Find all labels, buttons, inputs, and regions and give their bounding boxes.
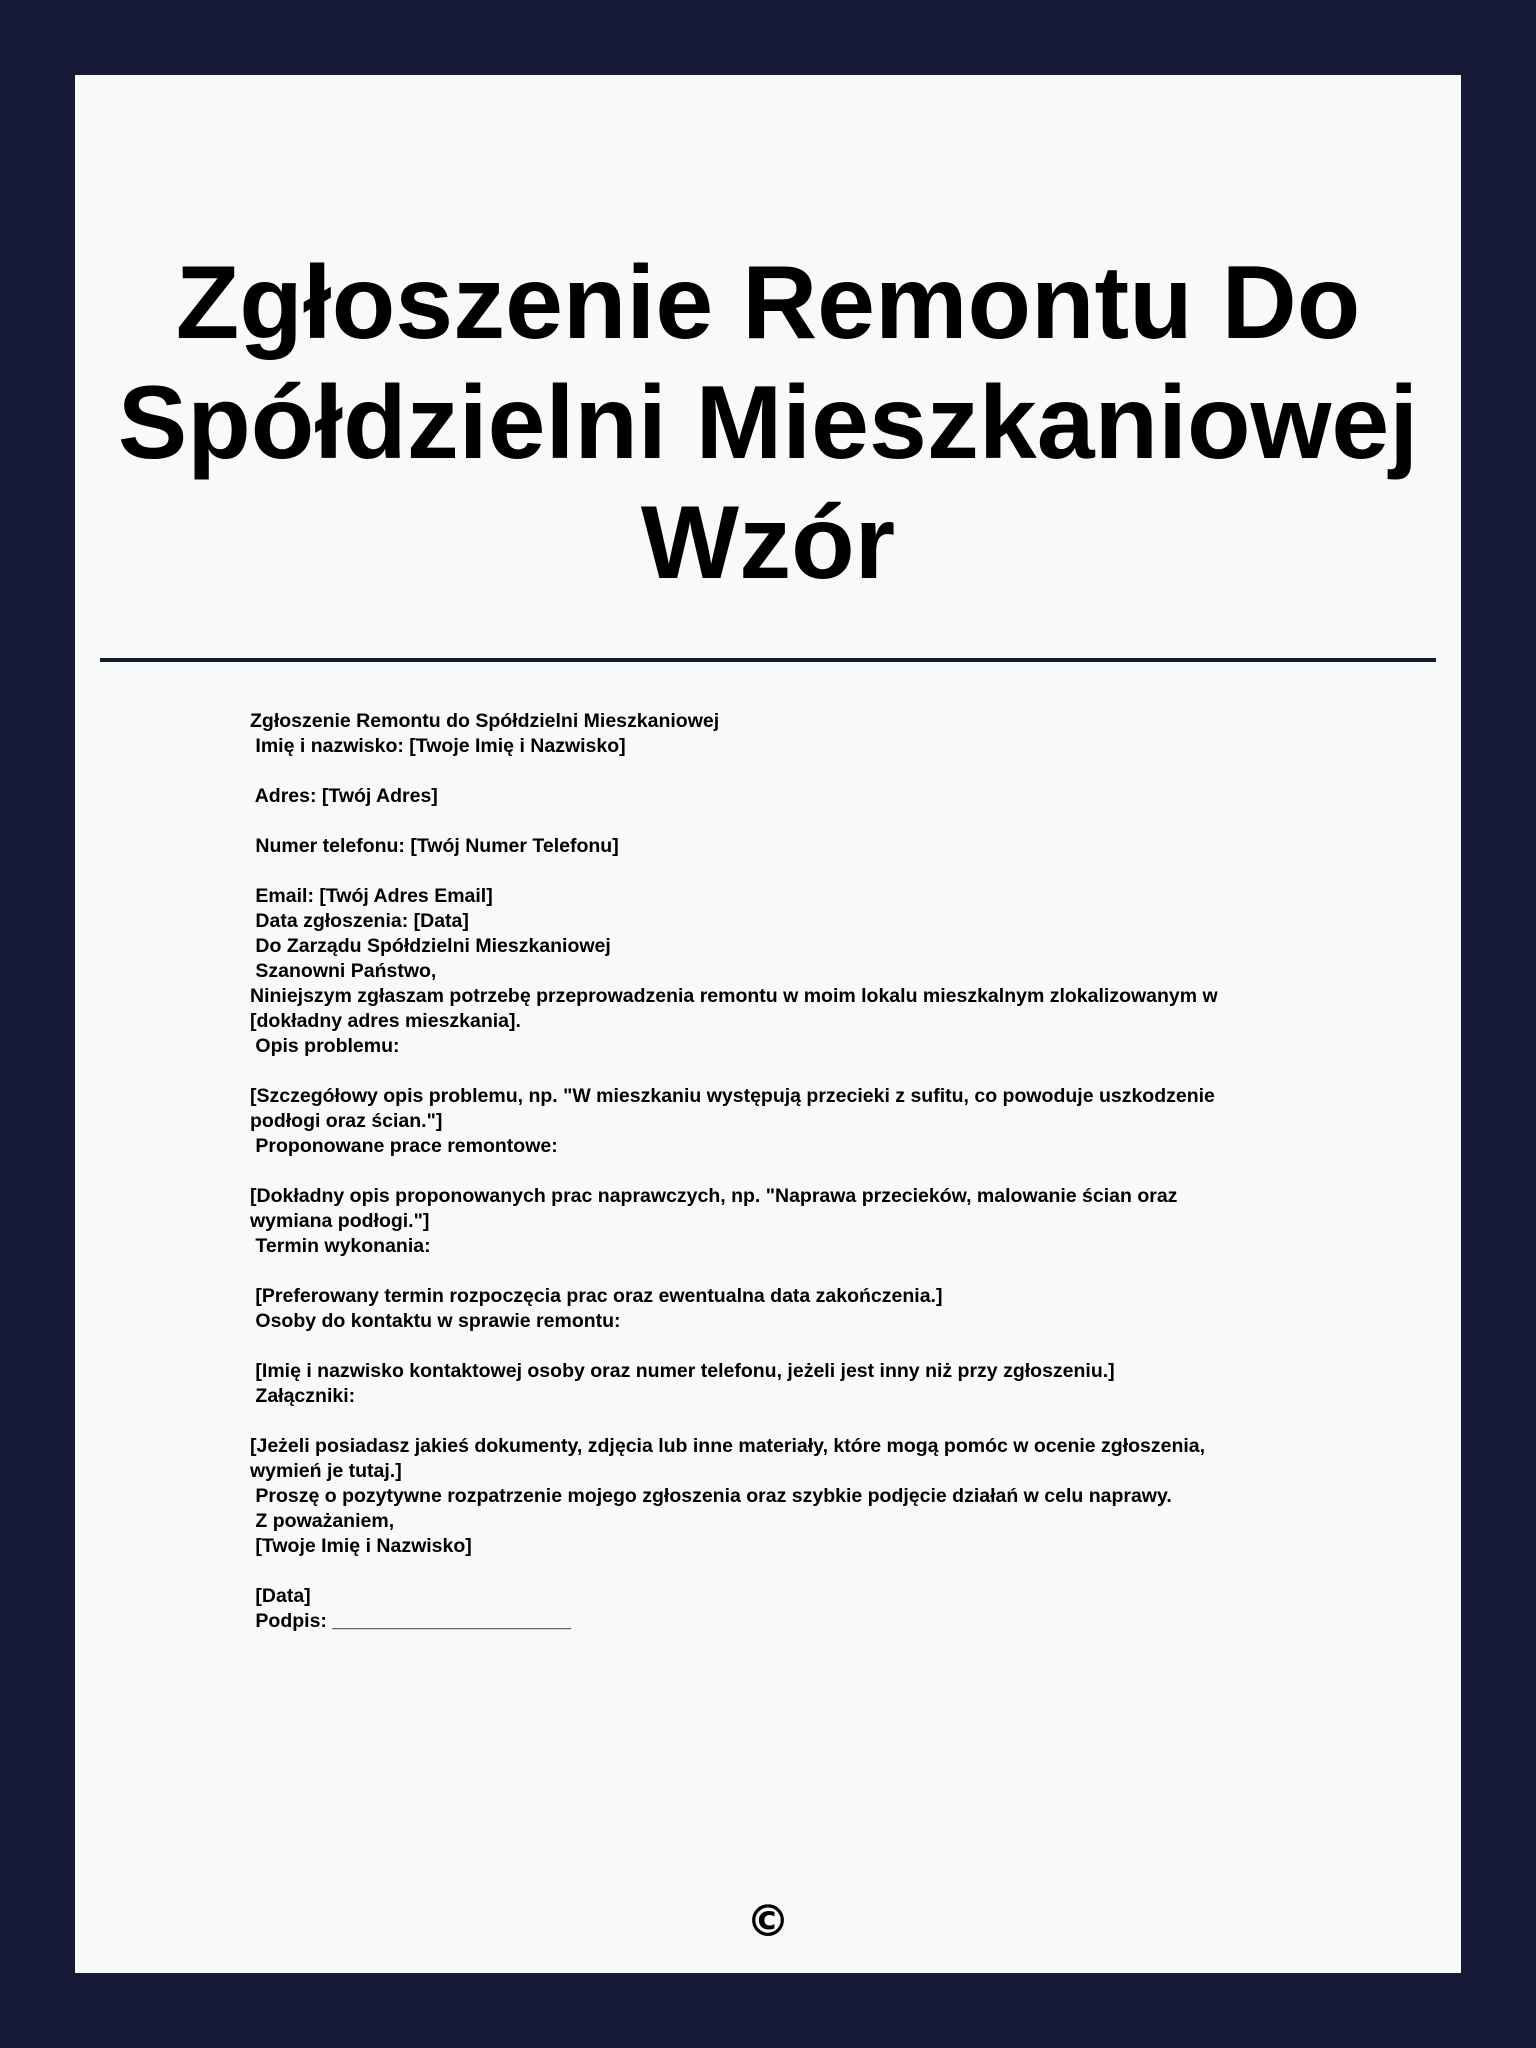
- body-line: Z poważaniem,: [250, 1510, 395, 1532]
- document-page: [75, 75, 1461, 1973]
- body-line: Opis problemu:: [250, 1035, 400, 1057]
- body-line: Zgłoszenie Remontu do Spółdzielni Mieszkaniowej: [250, 710, 720, 732]
- body-line: Proszę o pozytywne rozpatrzenie mojego zgłoszenia oraz szybkie podjęcie działań w celu naprawy.: [250, 1485, 1172, 1507]
- body-line: Termin wykonania:: [250, 1235, 431, 1257]
- body-line: Do Zarządu Spółdzielni Mieszkaniowej: [250, 935, 611, 957]
- body-line: Adres: [Twój Adres]: [250, 785, 438, 807]
- body-line: [Dokładny opis proponowanych prac naprawczych, np. "Naprawa przecieków, malowanie ścian oraz: [250, 1185, 1178, 1207]
- body-line: Data zgłoszenia: [Data]: [250, 910, 469, 932]
- body-line: [250, 759, 1330, 784]
- body-line: [Data]: [250, 1585, 311, 1607]
- body-line: wymiana podłogi."]: [250, 1210, 430, 1232]
- body-line: [Twoje Imię i Nazwisko]: [250, 1535, 472, 1557]
- body-line: [250, 1409, 1330, 1434]
- body-line: Osoby do kontaktu w sprawie remontu:: [250, 1310, 621, 1332]
- body-line: [250, 859, 1330, 884]
- document-body: [250, 709, 1330, 1634]
- title-line: Spółdzielni Mieszkaniowej: [117, 365, 1419, 481]
- body-line: Email: [Twój Adres Email]: [250, 885, 493, 907]
- body-line: [250, 1059, 1330, 1084]
- copyright-icon: ©: [746, 1896, 790, 1947]
- document-title: [75, 243, 1461, 603]
- title-line: Zgłoszenie Remontu Do: [175, 245, 1361, 361]
- body-line: podłogi oraz ścian."]: [250, 1110, 443, 1132]
- body-line: Szanowni Państwo,: [250, 960, 437, 982]
- body-line: [250, 1159, 1330, 1184]
- body-line: Numer telefonu: [Twój Numer Telefonu]: [250, 835, 619, 857]
- body-line: [250, 1334, 1330, 1359]
- body-line: Proponowane prace remontowe:: [250, 1135, 558, 1157]
- body-line: Załączniki:: [250, 1385, 356, 1407]
- body-line: [250, 1259, 1330, 1284]
- body-line: [250, 809, 1330, 834]
- body-line: [Imię i nazwisko kontaktowej osoby oraz numer telefonu, jeżeli jest inny niż przy zgłoszeniu.]: [250, 1360, 1115, 1382]
- title-line: Wzór: [640, 485, 896, 601]
- body-line: Imię i nazwisko: [Twoje Imię i Nazwisko]: [250, 735, 626, 757]
- body-line: [250, 1559, 1330, 1584]
- body-line: [Jeżeli posiadasz jakieś dokumenty, zdjęcia lub inne materiały, które mogą pomóc w ocenie zgłoszenia,: [250, 1435, 1206, 1457]
- body-line: Podpis: ______________________: [250, 1610, 571, 1632]
- body-line: wymień je tutaj.]: [250, 1460, 402, 1482]
- body-line: [Preferowany termin rozpoczęcia prac oraz ewentualna data zakończenia.]: [250, 1285, 943, 1307]
- title-divider: [100, 658, 1436, 662]
- body-line: Niniejszym zgłaszam potrzebę przeprowadzenia remontu w moim lokalu mieszkalnym zlokalizowanym w: [250, 985, 1218, 1007]
- body-line: [dokładny adres mieszkania].: [250, 1010, 521, 1032]
- body-line: [Szczegółowy opis problemu, np. "W mieszkaniu występują przecieki z sufitu, co powoduje uszkodzenie: [250, 1085, 1215, 1107]
